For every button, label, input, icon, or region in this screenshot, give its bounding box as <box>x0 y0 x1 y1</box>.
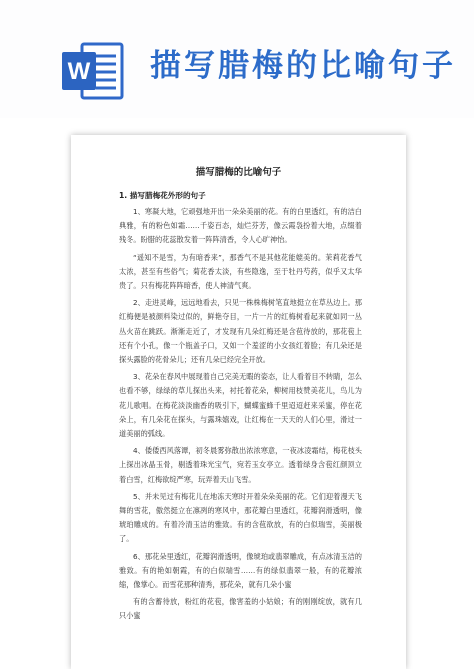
paragraph: 6、那花朵里透红，花瓣润滑透明，像琥珀或翡翠雕成，有点冰清玉洁的雅致。有的艳如朝霞，有的白似瑞雪……有的绿似翡翠一般，有的花瓣浓缩，像掌心。而雪花那种清秀，那花朵，就有几朵小蜜 <box>119 551 362 590</box>
banner <box>0 0 474 118</box>
paragraph: 1、寒凝大地，它顽强地开出一朵朵美丽的花。有的白里透红，有的洁白典雅，有的粉色如霜……千姿百态，灿烂芬芳，像云霞袅扮着大地，点缀着残冬。盼腊的花蕊散发着一阵阵清香，令人心旷神怡。 <box>119 207 362 245</box>
word-icon-letter: W <box>67 58 91 85</box>
paragraph: 3、花朵在春风中展现着自己完美无暇的姿态，让人看着目不转睛，怎么也看不够，绿绿的草儿探出头来，衬托着花朵，柳树用枝赞美花儿，鸟儿为花儿歌唱。在梅花淡淡幽香的吸引下，蝴蝶蜜蜂千里迢迢赶来采蜜，停在花朵上，有几朵花在探头，与露珠嬉戏，让红梅在一天天的人们心里，滑过一道美丽的弧线。 <box>119 372 362 439</box>
paragraph: 有的含蓄待放，粉红的花苞，像害羞的小姑娘；有的刚刚绽放，就有几只小蜜 <box>119 597 362 621</box>
paragraph: 4、倭倭西风落谭，初冬晨雾弥散出浓浓寒意，一夜冰凌霜结，梅花枝头上探出冰晶玉骨，剔透着珠光宝气，宛若玉女亭立。透着绿身含苞红颜顶立着白雪，红梅欲绽严寒，玩弄着天山飞雪。 <box>119 446 362 484</box>
paragraph: 2、走进灵峰，远远地看去，只见一株株梅树笔直地挺立在草丛边上。那红梅便是被颜料染过似的，鲜艳夺目，一片一片的红梅树看起来就如同一丛丛火苗在跳跃。渐渐走近了，才发现有几朵红梅还是含苞待放的，那花苞上还有个小孔，像一个瓶盖子口，又如一个羞涩的小女孩红着脸；有几朵还是探头露脸的花骨朵儿；还有几朵已经完全开放。 <box>119 298 362 365</box>
paragraph: “遥知不是雪，为有暗香来”，那香气不是其他花能媲美的。茉莉花香气太浓，甚至有些俗气；菊花香太淡，有些隐逸，至于牡丹芍药，似乎又太华贵了。只有梅花阵阵暗香，使人神清气爽。 <box>119 252 362 291</box>
section-heading: 1. 描写腊梅花外形的句子 <box>119 191 206 200</box>
word-document-icon <box>60 40 126 102</box>
document-page <box>71 135 406 669</box>
banner-title: 描写腊梅的比喻句子 <box>150 48 456 84</box>
paragraph: 5、并未见过有梅花儿在地冻天寒时开着朵朵美丽的花。它们迎着漫天飞舞的雪花，傲然挺立在凛冽的寒风中，那花瓣白里透红，花瓣润滑透明，像琥珀雕成的。有着冷清玉洁的雅致。有的含苞欲放，有的白似瑞雪，美丽极了。 <box>119 491 362 544</box>
document-body <box>119 188 362 627</box>
document-title: 描写腊梅的比喻句子 <box>195 167 282 178</box>
